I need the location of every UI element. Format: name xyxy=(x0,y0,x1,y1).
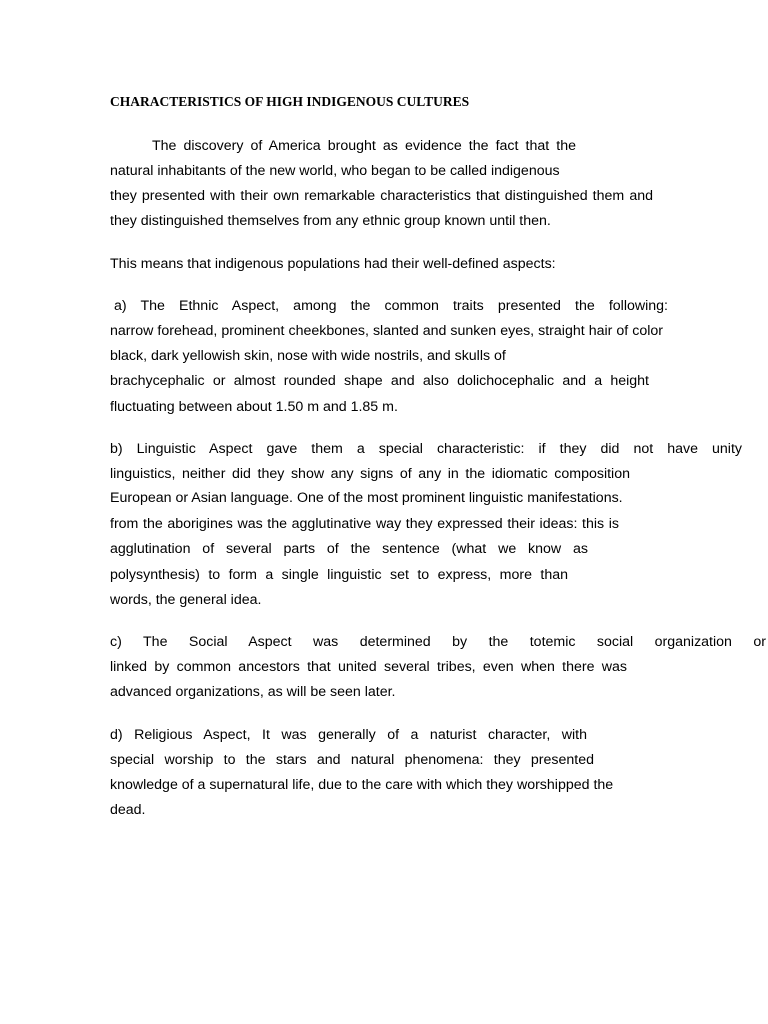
social-line-3: advanced organizations, as will be seen later. xyxy=(110,684,396,700)
ethnic-line-2: narrow forehead, prominent cheekbones, slanted and sunken eyes, straight hair of color xyxy=(110,323,663,339)
aspects-intro: This means that indigenous populations had their well-defined aspects: xyxy=(110,256,556,272)
intro-line-2: natural inhabitants of the new world, who began to be called indigenous xyxy=(110,163,560,179)
ethnic-line-5: fluctuating between about 1.50 m and 1.85 m. xyxy=(110,399,398,415)
document-title: CHARACTERISTICS OF HIGH INDIGENOUS CULTURES xyxy=(110,94,470,109)
intro-line-4: they distinguished themselves from any ethnic group known until then. xyxy=(110,213,551,229)
religious-line-4: dead. xyxy=(110,802,146,818)
ethnic-line-1: a) The Ethnic Aspect, among the common traits presented the following: xyxy=(114,298,668,314)
social-line-2: linked by common ancestors that united several tribes, even when there was xyxy=(110,659,627,675)
linguistic-line-6: polysynthesis) to form a single linguistic set to express, more than xyxy=(110,567,568,583)
ethnic-line-3: black, dark yellowish skin, nose with wide nostrils, and skulls of xyxy=(110,348,506,364)
linguistic-line-1: b) Linguistic Aspect gave them a special characteristic: if they did not have unity xyxy=(110,441,742,457)
intro-line-3: they presented with their own remarkable characteristics that distinguished them and xyxy=(110,188,653,204)
linguistic-line-7: words, the general idea. xyxy=(110,592,262,608)
ethnic-line-4: brachycephalic or almost rounded shape and also dolichocephalic and a height xyxy=(110,373,649,389)
linguistic-line-5: agglutination of several parts of the sentence (what we know as xyxy=(110,541,588,557)
linguistic-line-2: linguistics, neither did they show any signs of any in the idiomatic composition xyxy=(110,466,630,482)
religious-line-3: knowledge of a supernatural life, due to the care with which they worshipped the xyxy=(110,777,614,793)
religious-line-1: d) Religious Aspect, It was generally of a naturist character, with xyxy=(110,727,587,743)
linguistic-line-4: from the aborigines was the agglutinative way they expressed their ideas: this is xyxy=(110,516,619,532)
religious-line-2: special worship to the stars and natural phenomena: they presented xyxy=(110,752,594,768)
intro-line-1: The discovery of America brought as evidence the fact that the xyxy=(152,138,576,154)
social-line-1: c) The Social Aspect was determined by the totemic social organization or xyxy=(110,634,766,650)
linguistic-line-3: European or Asian language. One of the most prominent linguistic manifestations. xyxy=(110,490,623,506)
